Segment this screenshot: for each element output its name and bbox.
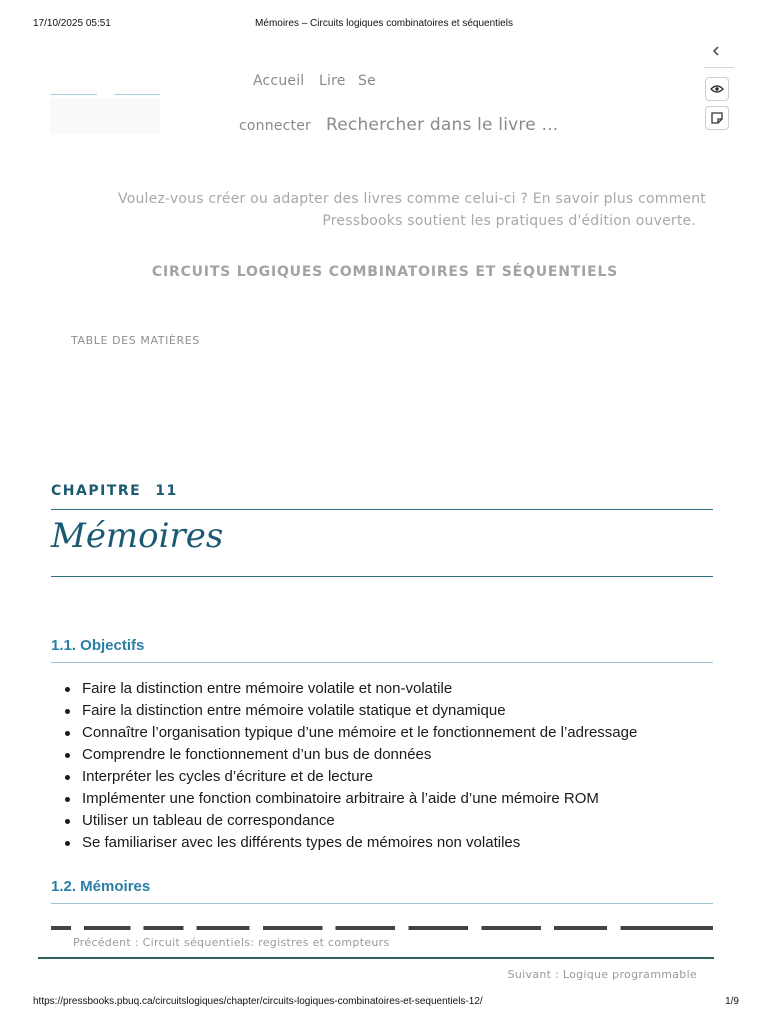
list-item: Connaître l’organisation typique d’une mémoire et le fonctionnement de l’adressage xyxy=(82,722,731,744)
section-rule xyxy=(51,662,713,663)
section-heading-memories: 1.2. Mémoires xyxy=(51,878,151,895)
chapter-label xyxy=(51,483,178,499)
list-item: Faire la distinction entre mémoire volatile et non-volatile xyxy=(82,678,731,700)
list-item: Se familiariser avec les différents types de mémoires non volatiles xyxy=(82,832,731,854)
print-url: https://pressbooks.pbuq.ca/circuitslogiques/chapter/circuits-logiques-combinatoires-et-sequentiels-12/ xyxy=(33,996,483,1007)
section-heading-objectives: 1.1. Objectifs xyxy=(51,637,145,654)
book-title[interactable]: CIRCUITS LOGIQUES COMBINATOIRES ET SÉQUENTIELS xyxy=(151,264,619,280)
eye-icon[interactable] xyxy=(705,77,729,101)
list-item: Comprendre le fonctionnement d’un bus de données xyxy=(82,744,731,766)
list-item: Faire la distinction entre mémoire volatile statique et dynamique xyxy=(82,700,731,722)
next-chapter-link[interactable]: Suivant : Logique programmable xyxy=(507,968,697,981)
objectives-list xyxy=(51,678,731,854)
print-page-number: 1/9 xyxy=(725,996,739,1007)
print-title: Mémoires – Circuits logiques combinatoires et séquentiels xyxy=(255,18,513,29)
chapter-bottom-rule xyxy=(51,576,713,577)
chapter-number: 11 xyxy=(155,483,178,499)
section-rule xyxy=(51,903,713,904)
print-datetime: 17/10/2025 05:51 xyxy=(33,18,111,29)
footer-rule xyxy=(38,957,714,959)
chevron-left-icon[interactable] xyxy=(707,42,725,60)
site-logo[interactable] xyxy=(50,86,162,136)
pressbooks-notice-line2[interactable]: Pressbooks soutient les pratiques d'édition ouverte. xyxy=(322,213,696,229)
side-divider xyxy=(704,67,734,68)
table-of-contents-toggle[interactable]: TABLE DES MATIÈRES xyxy=(71,334,200,347)
search-input[interactable]: Rechercher dans le livre ... xyxy=(326,115,559,135)
previous-chapter-link[interactable]: Précédent : Circuit séquentiels: registres et compteurs xyxy=(73,936,390,949)
sticky-note-icon[interactable] xyxy=(705,106,729,130)
list-item: Implémenter une fonction combinatoire arbitraire à l’aide d’une mémoire ROM xyxy=(82,788,731,810)
chapter-title: Mémoires xyxy=(51,516,224,556)
list-item: Interpréter les cycles d’écriture et de lecture xyxy=(82,766,731,788)
nav-link-read[interactable]: Lire xyxy=(319,73,346,89)
nav-link-login[interactable]: Se xyxy=(358,73,376,89)
pressbooks-notice-line1[interactable]: Voulez-vous créer ou adapter des livres comme celui-ci ? En savoir plus comment xyxy=(118,191,706,207)
nav-link-login-cont[interactable]: connecter xyxy=(239,118,311,134)
list-item: Utiliser un tableau de correspondance xyxy=(82,810,731,832)
chapter-top-rule xyxy=(51,509,713,510)
chapter-label-text: CHAPITRE xyxy=(51,483,142,499)
nav-link-home[interactable]: Accueil xyxy=(253,73,305,89)
